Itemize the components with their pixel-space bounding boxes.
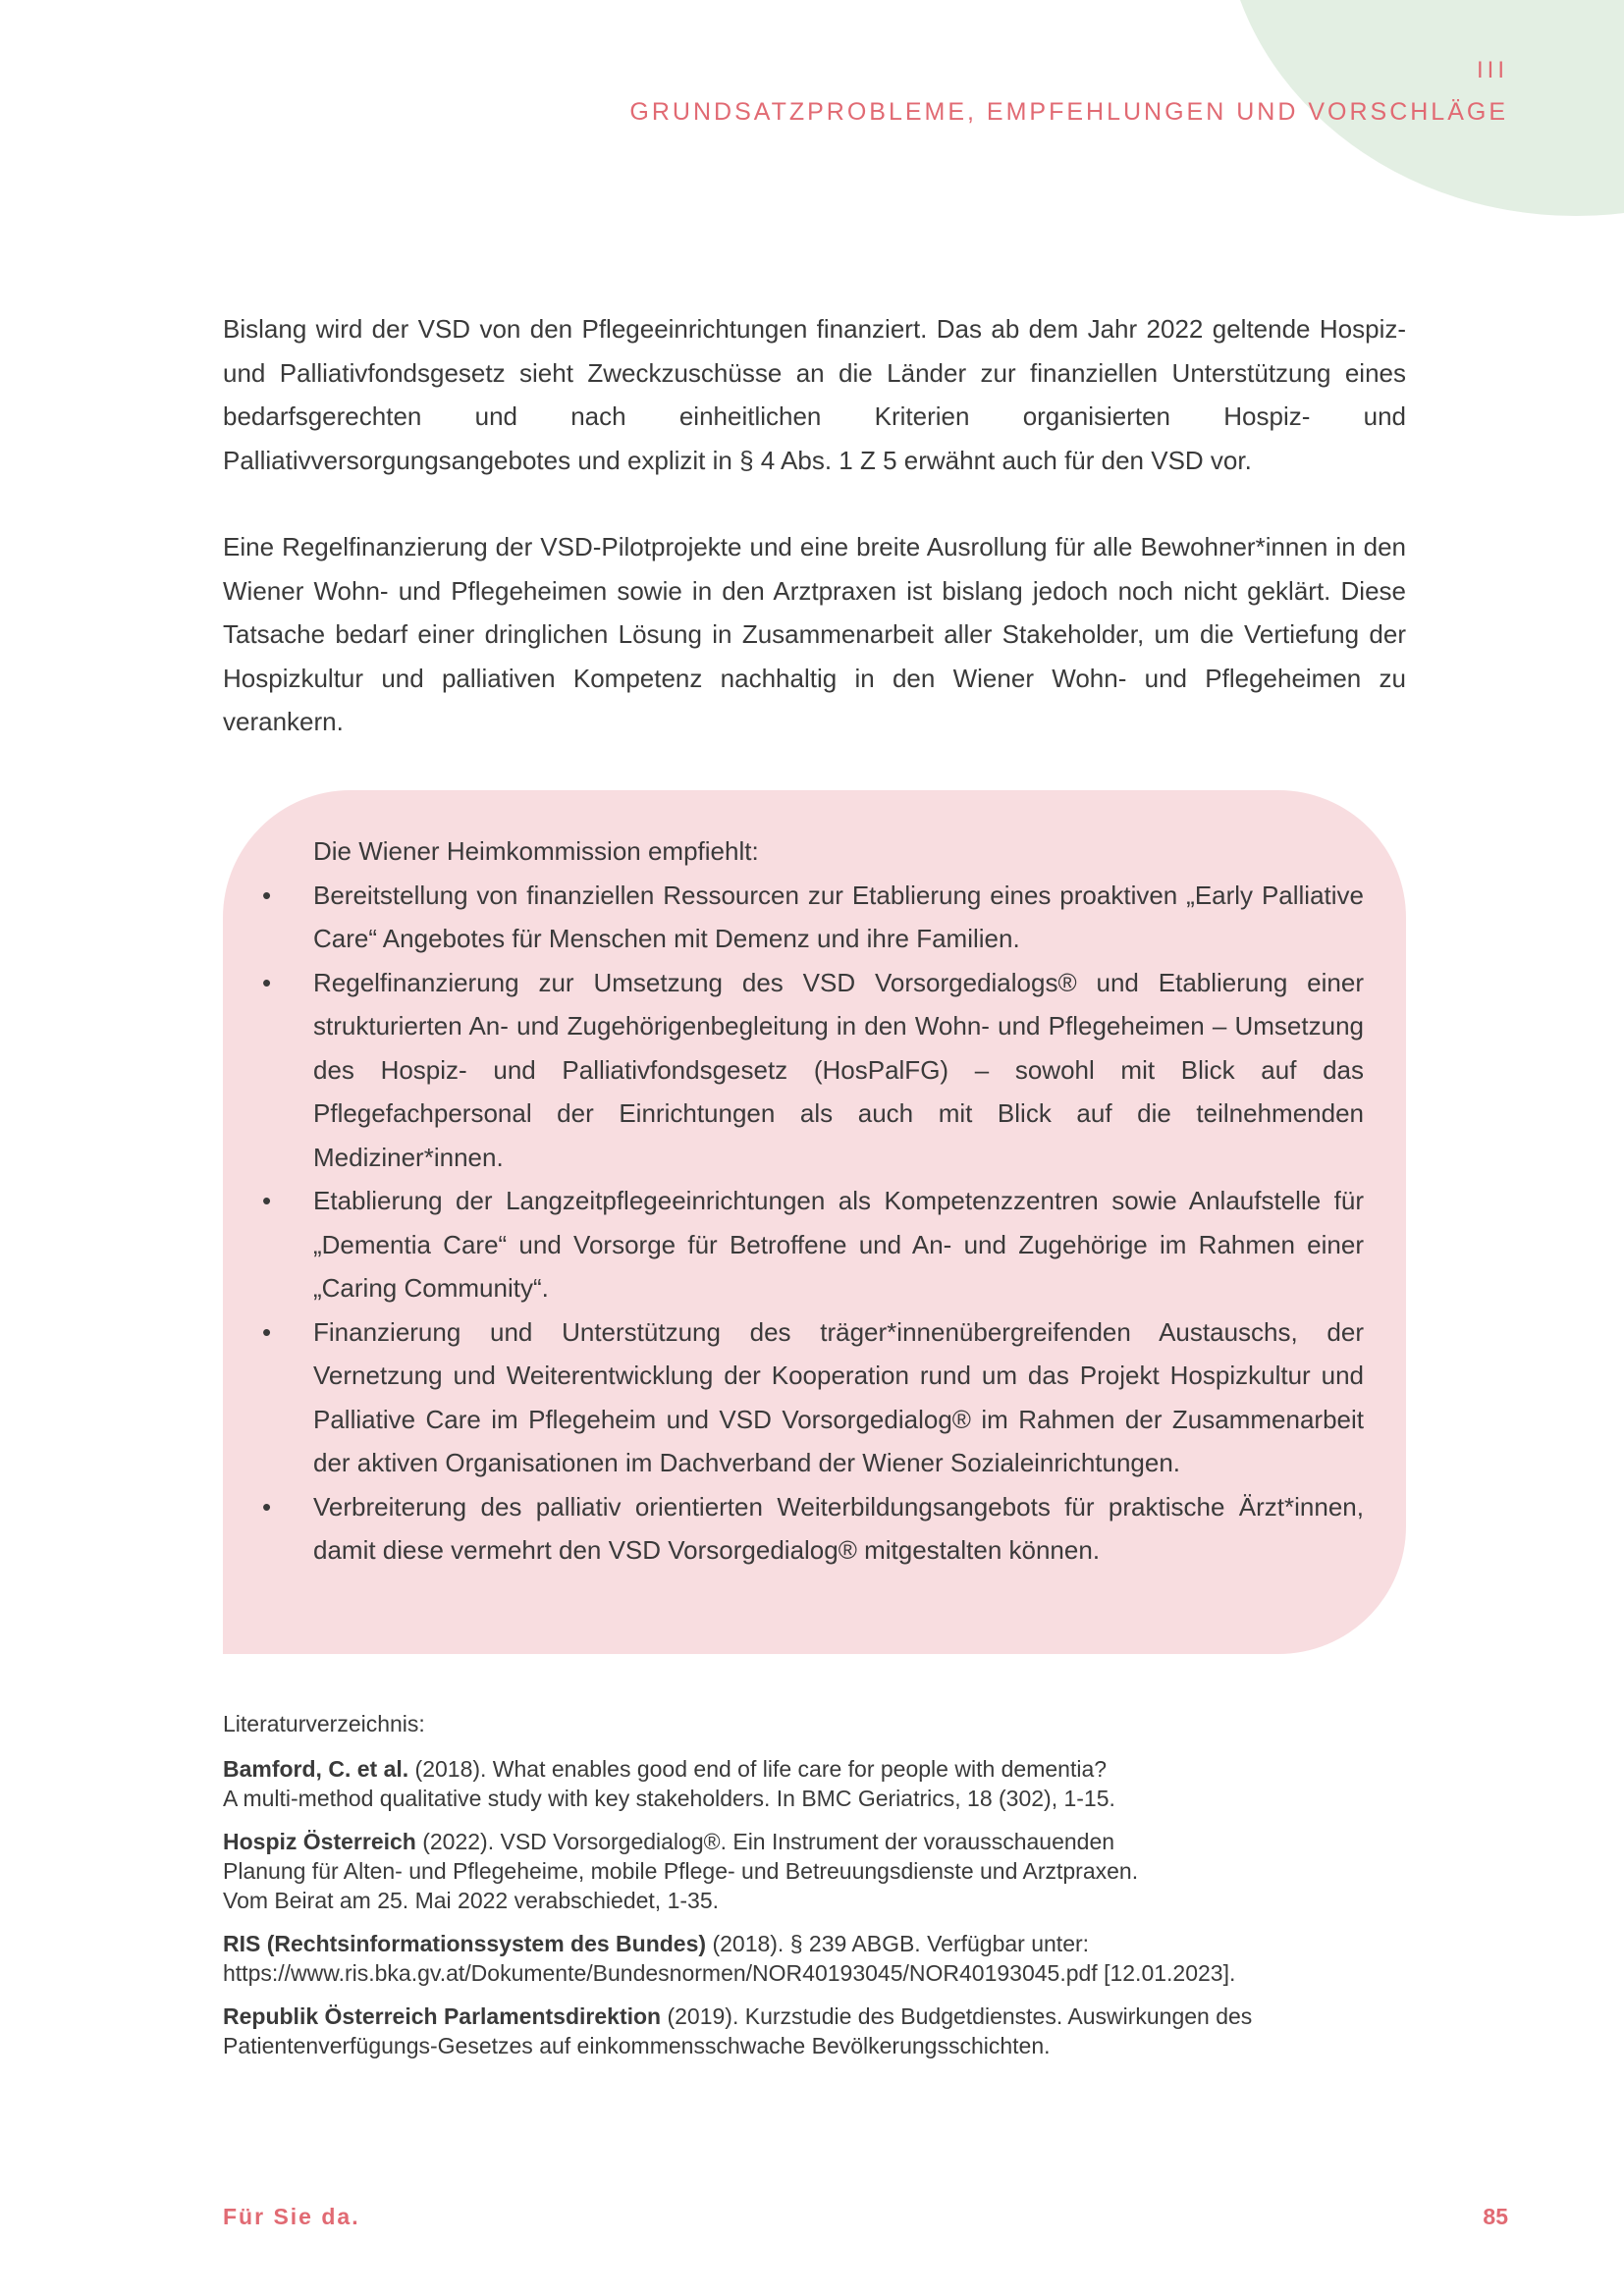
recommendation-box	[223, 790, 1406, 1654]
reference-list	[223, 1754, 1431, 2074]
recommendation-list	[223, 874, 1406, 1573]
chapter-number: III	[1476, 57, 1508, 83]
reference-item	[223, 2002, 1431, 2060]
reference-author: Republik Österreich Parlamentsdirektion	[223, 2003, 662, 2029]
recommendation-text: Verbreiterung des palliativ orientierten Weiterbildungsangebots für praktische Ärzt*innen, damit diese vermehrt den VSD Vorsorgedialog® mitgestalten können.	[313, 1491, 1364, 1565]
recommendation-text: Etablierung der Langzeitpflegeeinrichtungen als Kompetenzzentren sowie Anlaufstelle für „Dementia Care“ und Vorsorge für Betroffene und An- und Zugehörige im Rahmen einer „Caring Community“.	[313, 1186, 1364, 1303]
reference-item	[223, 1754, 1431, 1813]
reference-author: Bamford, C. et al.	[223, 1756, 409, 1782]
bullet-icon: •	[262, 1491, 272, 1522]
reference-line: Vom Beirat am 25. Mai 2022 verabschiedet, 1-35.	[223, 1888, 720, 1913]
reference-author: Hospiz Österreich	[223, 1829, 416, 1854]
reference-text: (2018). § 239 ABGB. Verfügbar unter:	[706, 1931, 1090, 1956]
reference-line: Planung für Alten- und Pflegeheime, mobile Pflege- und Betreuungsdienste und Arztpraxen.	[223, 1858, 1139, 1884]
list-item	[223, 1485, 1406, 1573]
body-paragraph: Bislang wird der VSD von den Pflegeeinrichtungen finanziert. Das ab dem Jahr 2022 geltende Hospiz- und Palliativfondsgesetz sieht Zweckzuschüsse an die Länder zur finanziellen Unterstützung eines bedarfsgerechten und nach einheitlichen Kriterien organisierten Hospiz- und Palliativversorgungsangebotes und explizit in § 4 Abs. 1 Z 5 erwähnt auch für den VSD vor.	[223, 314, 1406, 475]
literature-heading: Literaturverzeichnis:	[223, 1711, 425, 1736]
reference-item	[223, 1929, 1431, 1988]
reference-text: (2018). What enables good end of life care for people with dementia?	[408, 1756, 1108, 1782]
list-item	[223, 961, 1406, 1180]
reference-author: RIS (Rechtsinformationssystem des Bundes)	[223, 1931, 707, 1956]
page-number: 85	[1483, 2204, 1508, 2229]
list-item	[223, 874, 1406, 961]
reference-text: (2019). Kurzstudie des Budgetdienstes. Auswirkungen des	[661, 2003, 1253, 2029]
reference-text: (2022). VSD Vorsorgedialog®. Ein Instrument der vorausschauenden	[415, 1829, 1115, 1854]
reference-item	[223, 1827, 1431, 1915]
bullet-icon: •	[262, 967, 272, 997]
chapter-title: GRUNDSATZPROBLEME, EMPFEHLUNGEN UND VORSCHLÄGE	[629, 98, 1508, 126]
bullet-icon: •	[262, 1316, 272, 1347]
recommendation-text: Regelfinanzierung zur Umsetzung des VSD Vorsorgedialogs® und Etablierung einer strukturierten An- und Zugehörigenbegleitung in den Wohn- und Pflegeheimen – Umsetzung des Hospiz- und Palliativfondsgesetz (HosPalFG) – sowohl mit Blick auf das Pflegefachpersonal der Einrichtungen als auch mit Blick auf die teilnehmenden Mediziner*innen.	[313, 967, 1364, 1172]
recommendation-title: Die Wiener Heimkommission empfiehlt:	[313, 836, 759, 866]
footer-slogan: Für Sie da.	[223, 2204, 360, 2229]
reference-line: Patientenverfügungs-Gesetzes auf einkommensschwache Bevölkerungsschichten.	[223, 2033, 1051, 2058]
recommendation-text: Bereitstellung von finanziellen Ressourcen zur Etablierung eines proaktiven „Early Palliative Care“ Angebotes für Menschen mit Demenz und ihre Familien.	[313, 880, 1364, 953]
list-item	[223, 1179, 1406, 1310]
body-paragraph: Eine Regelfinanzierung der VSD-Pilotprojekte und eine breite Ausrollung für alle Bewohner*innen in den Wiener Wohn- und Pflegeheimen sowie in den Arztpraxen ist bislang jedoch noch nicht geklärt. Diese Tatsache bedarf einer dringlichen Lösung in Zusammenarbeit aller Stakeholder, um die Vertiefung der Hospizkultur und palliativen Kompetenz nachhaltig in den Wiener Wohn- und Pflegeheimen zu verankern.	[223, 532, 1406, 736]
bullet-icon: •	[262, 1186, 272, 1215]
bullet-icon: •	[262, 880, 272, 910]
reference-line: A multi-method qualitative study with key stakeholders. In BMC Geriatrics, 18 (302), 1-15.	[223, 1786, 1115, 1811]
list-item	[223, 1310, 1406, 1485]
recommendation-text: Finanzierung und Unterstützung des träger*innenübergreifenden Austauschs, der Vernetzung und Weiterentwicklung der Kooperation rund um das Projekt Hospizkultur und Palliative Care im Pflegeheim und VSD Vorsorgedialog® im Rahmen der Zusammenarbeit der aktiven Organisationen im Dachverband der Wiener Sozialeinrichtungen.	[313, 1316, 1364, 1477]
reference-line: https://www.ris.bka.gv.at/Dokumente/Bundesnormen/NOR40193045/NOR40193045.pdf [12.01.2023].	[223, 1960, 1236, 1986]
